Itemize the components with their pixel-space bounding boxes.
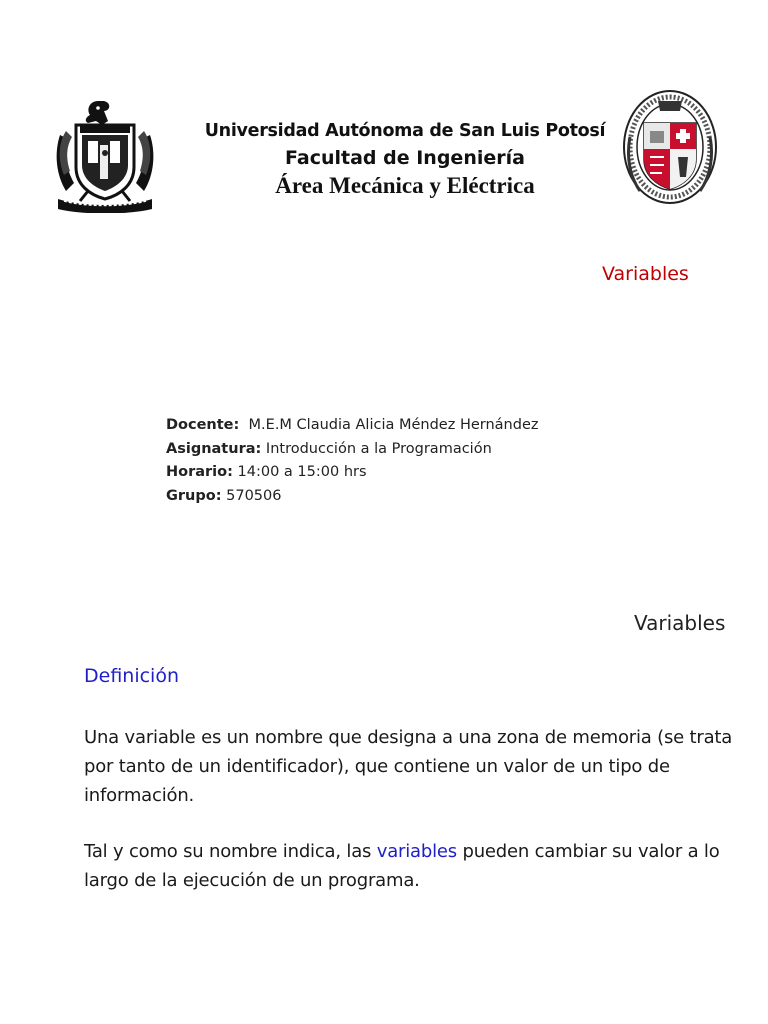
docente-value: M.E.M Claudia Alicia Méndez Hernández xyxy=(248,417,539,433)
definition-paragraph: Una variable es un nombre que designa a una zona de memoria (se trata por tanto de un identificador), que contiene un valor de un tipo de información. xyxy=(84,727,733,806)
institution-heading xyxy=(180,121,630,199)
asignatura-line xyxy=(166,438,538,462)
grupo-label: Grupo: xyxy=(166,487,222,504)
asignatura-value: Introducción a la Programación xyxy=(265,440,492,457)
faculty-crest-seal xyxy=(620,87,720,207)
faculty-name: Facultad de Ingeniería xyxy=(285,147,525,169)
section-heading: Definición xyxy=(84,665,179,687)
paragraph-text-end: pueden cambiar su valor a lo largo de la ejecución de un programa. xyxy=(84,841,720,891)
variables-link[interactable]: variables xyxy=(376,841,457,862)
grupo-value: 570506 xyxy=(226,487,282,504)
document-header xyxy=(0,85,768,220)
area-name: Área Mecánica y Eléctrica xyxy=(275,173,535,198)
horario-line xyxy=(166,461,538,485)
slide-title: Variables xyxy=(634,611,726,635)
docente-line xyxy=(166,414,538,438)
asignatura-label: Asignatura: xyxy=(166,440,262,457)
description-paragraph xyxy=(84,837,754,895)
eagle-university-seal xyxy=(52,95,158,213)
university-name: Universidad Autónoma de San Luis Potosí xyxy=(204,121,606,141)
paragraph-text-start: Tal y como su nombre indica, las xyxy=(84,841,377,862)
cover-title: Variables xyxy=(602,263,689,285)
horario-label: Horario: xyxy=(166,464,233,480)
grupo-line xyxy=(166,485,538,509)
course-info xyxy=(166,414,538,508)
docente-label: Docente: xyxy=(166,417,240,433)
horario-value: 14:00 a 15:00 hrs xyxy=(237,464,367,480)
